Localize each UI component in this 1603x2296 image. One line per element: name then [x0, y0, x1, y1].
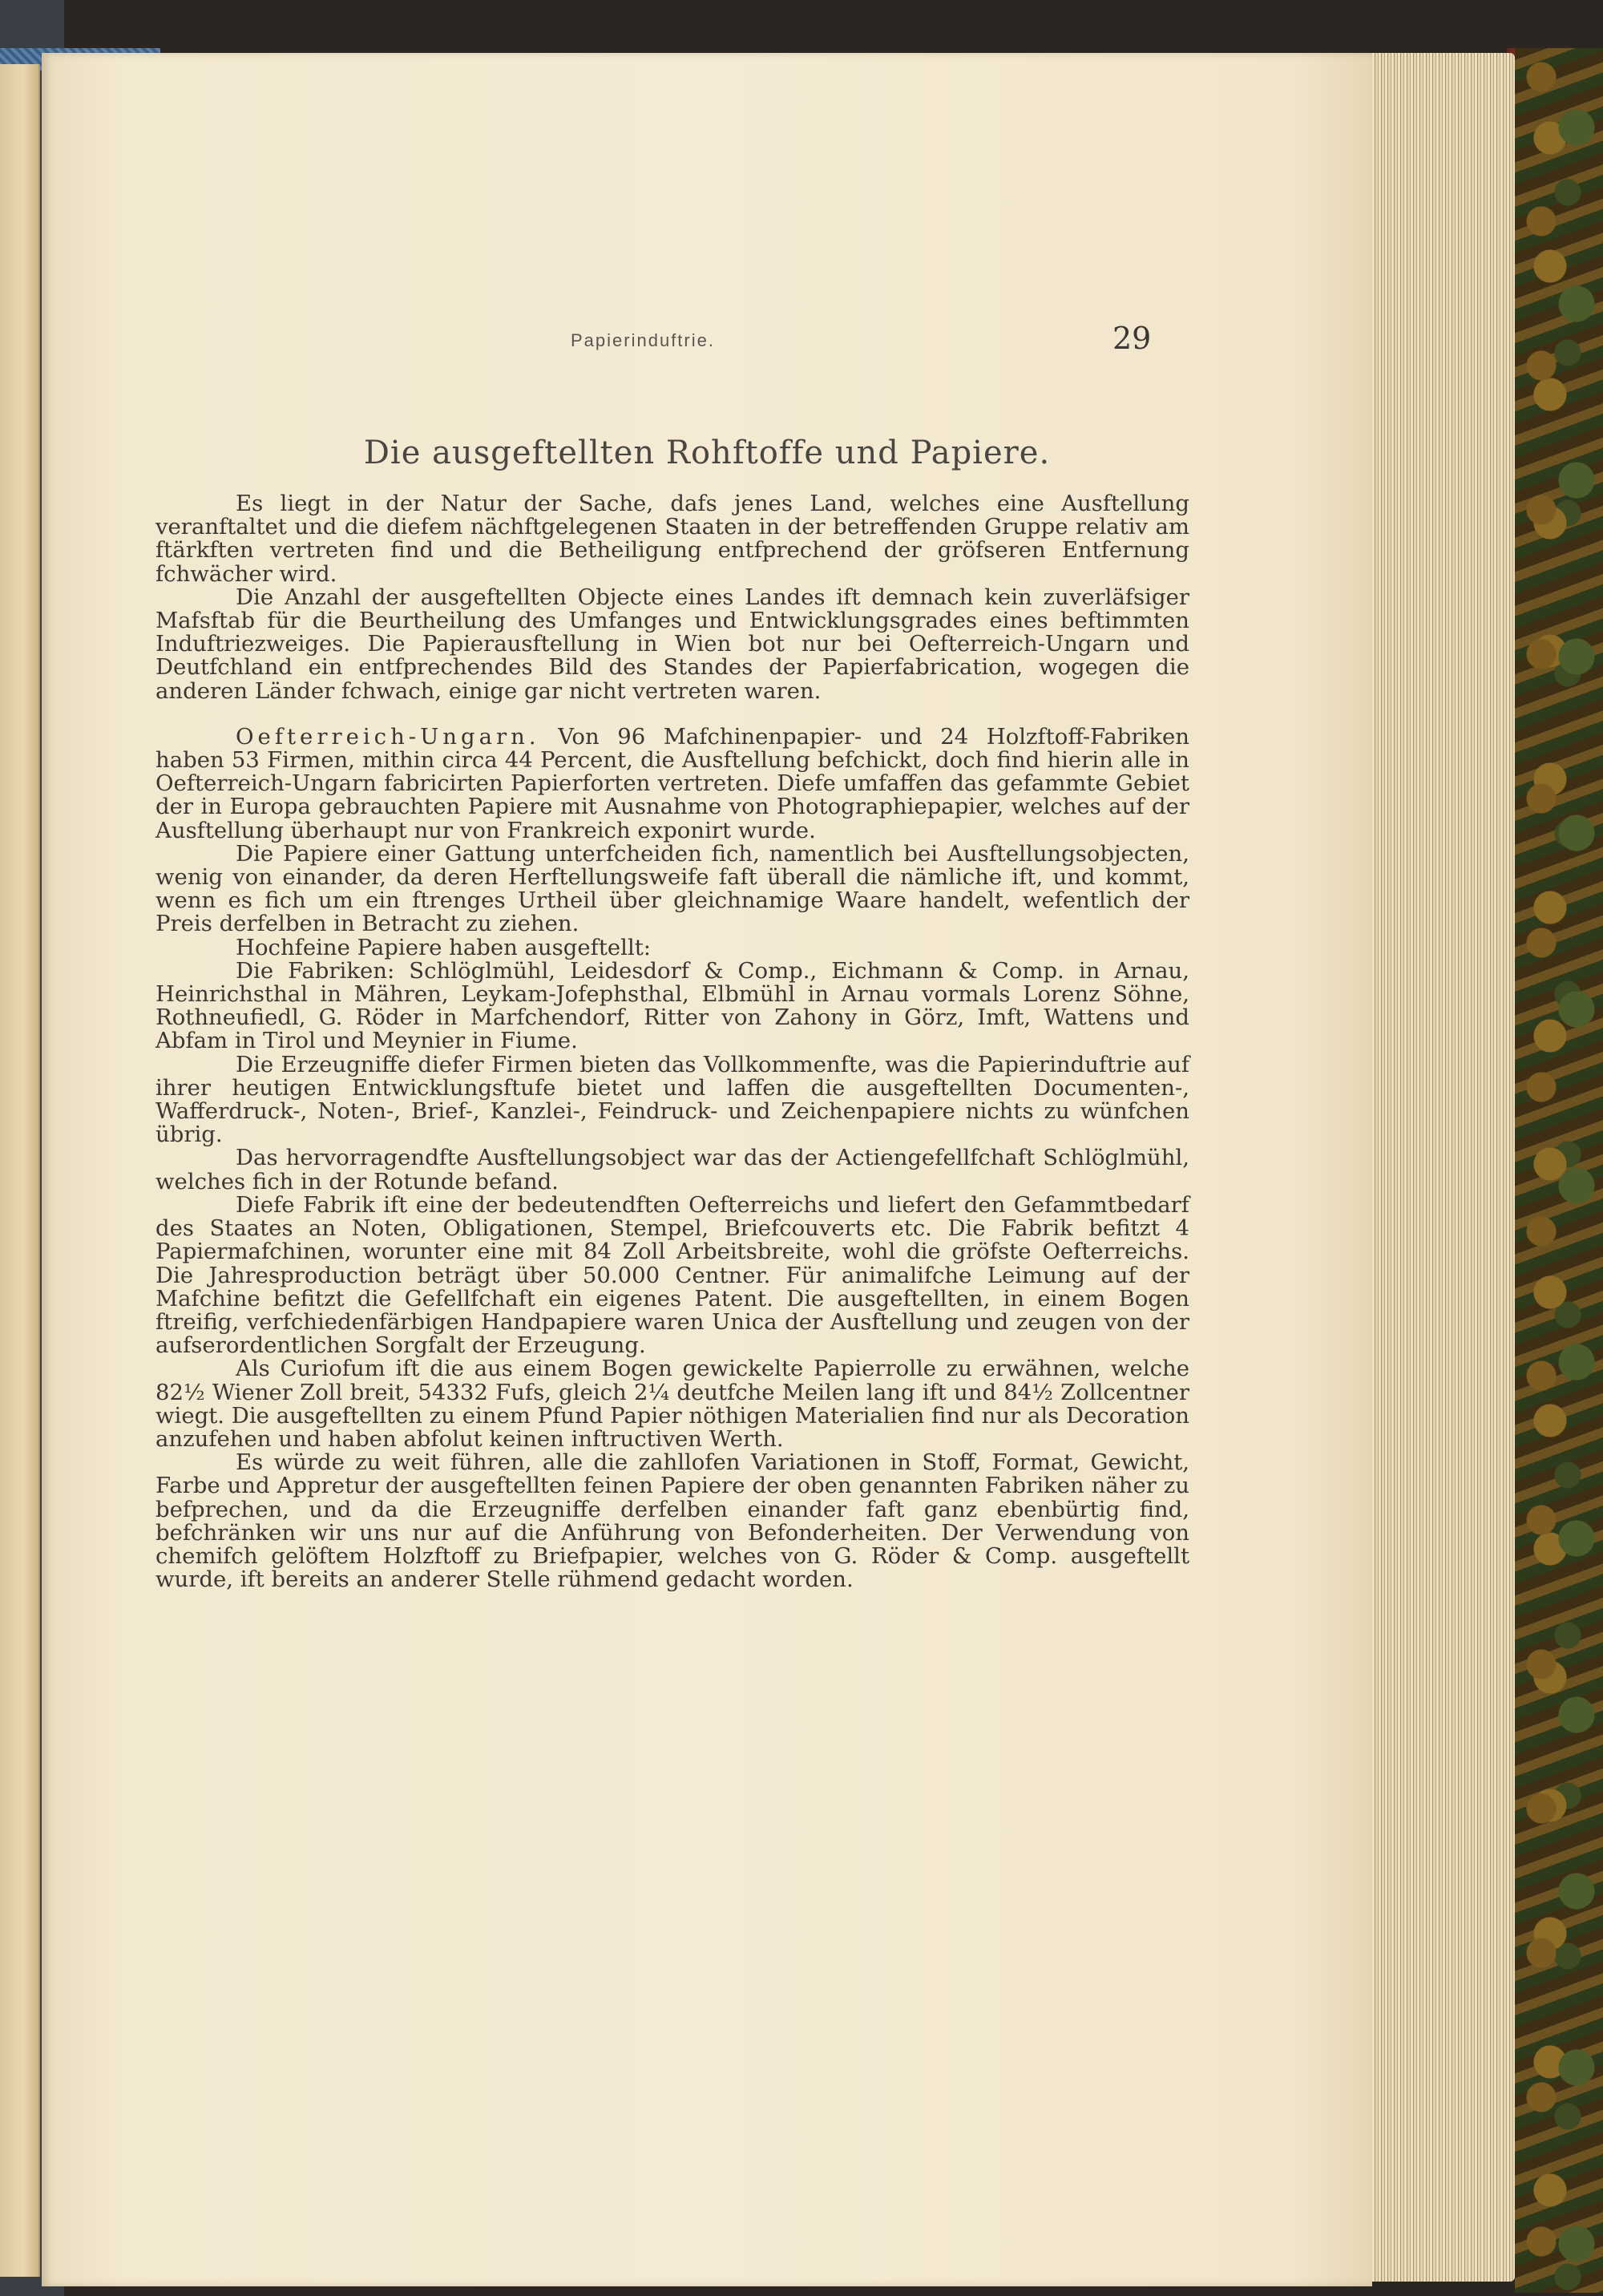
paragraph: Die Anzahl der ausgeftellten Objecte eines Landes ift demnach kein zuverläfsiger Mafsftab für die Beurtheilung des Umfanges und Entwicklungsgrades eines beftimmten Induftriezweiges. Die Papierausftellung in Wien bot nur bei Oefterreich-Ungarn und Deutfchland ein entfprechendes Bild des Standes der Papierfabrication, wogegen die anderen Länder fchwach, einige gar nicht vertreten waren.: [155, 584, 1189, 704]
paragraph-text: Von 96 Mafchinenpapier- und 24 Holzftoff-Fabriken haben 53 Firmen, mithin circa 44 Percent, die Ausftellung befchickt, doch find hierin alle in Oefterreich-Ungarn fabricirten Papierforten vertreten. Diefe umfaffen das gefammte Gebiet der in Europa gebrauchten Papiere mit Ausnahme von Photographiepapier, welches auf der Ausftellung überhaupt nur von Frankreich exponirt wurde.: [155, 723, 1189, 843]
previous-page-edge: [0, 64, 40, 2277]
paragraph: Als Curiofum ift die aus einem Bogen gewickelte Papierrolle zu erwähnen, welche 82½ Wiener Zoll breit, 54332 Fufs, gleich 2¼ deutfche Meilen lang ift und 84½ Zollcentner wiegt. Die ausgeftellten zu einem Pfund Papier nöthigen Materialien find nur als Decoration anzufehen und haben abfolut keinen inftructiven Werth.: [155, 1356, 1189, 1452]
paragraph: Diefe Fabrik ift eine der bedeutendften Oefterreichs und liefert den Gefammtbedarf des Staates an Noten, Obligationen, Stempel, Briefcouverts etc. Die Fabrik befitzt 4 Papiermafchinen, worunter eine mit 84 Zoll Arbeitsbreite, wohl die gröfste Oefterreichs. Die Jahresproduction beträgt über 50.000 Centner. Für animalifche Leimung auf der Mafchine befitzt die Gefellfchaft ein eigenes Patent. Die ausgeftellten, in einem Bogen ftreifig, verfchiedenfärbigen Handpapiere waren Unica der Ausftellung und zeugen von der aufserordentlichen Sorgfalt der Erzeugung.: [155, 1191, 1189, 1359]
page-header: [42, 321, 1372, 356]
page-stack-edges: [1363, 53, 1515, 2282]
paragraph: Die Erzeugniffe diefer Firmen bieten das Vollkommenfte, was die Papierinduftrie auf ihrer heutigen Entwicklungsftufe bietet und laffen die ausgeftellten Documenten-, Wafferdruck-, Noten-, Brief-, Kanzlei-, Feindruck- und Zeichenpapiere nichts zu wünfchen übrig.: [155, 1051, 1189, 1148]
book-page: [42, 53, 1372, 2286]
paragraph: Die Papiere einer Gattung unterfcheiden fich, namentlich bei Ausftellungsobjecten, wenig von einander, da deren Herftellungsweife faft überall die nämliche ift, und kommt, wenn es fich um ein ftrenges Urtheil über gleichnamige Waare handelt, wefentlich der Preis derfelben in Betracht zu ziehen.: [155, 840, 1189, 937]
paragraph: Es liegt in der Natur der Sache, dafs jenes Land, welches eine Ausftellung veranftaltet und die diefem nächftgelegenen Staaten in der betreffenden Gruppe relativ am ftärkften vertreten find und die Betheiligung entfprechend der gröfseren Entfernung fchwächer wird.: [155, 491, 1189, 587]
paragraph: Das hervorragendfte Ausftellungsobject war das der Actiengefellfchaft Schlöglmühl, welches fich in der Rotunde befand.: [155, 1145, 1189, 1194]
running-title: Papierinduftrie.: [571, 330, 715, 350]
body-text: [155, 492, 1189, 1591]
paragraph: Die Fabriken: Schlöglmühl, Leidesdorf & Comp., Eichmann & Comp. in Arnau, Heinrichsthal in Mähren, Leykam-Jofephsthal, Elbmühl in Arnau vormals Lorenz Söhne, Rothneufiedl, G. Röder in Marfchendorf, Ritter von Zahony in Görz, Imft, Wattens und Abfam in Tirol und Meynier in Fiume.: [155, 957, 1189, 1054]
page-number: 29: [1112, 321, 1152, 356]
paragraph: [155, 723, 1189, 843]
paragraph: Hochfeine Papiere haben ausgeftellt:: [236, 934, 652, 960]
marbled-cover: [1515, 48, 1603, 2293]
country-heading: Oefterreich-Ungarn.: [236, 723, 540, 750]
section-title: Die ausgeftellten Rohftoffe und Papiere.: [363, 435, 1051, 471]
paragraph: Es würde zu weit führen, alle die zahllofen Variationen in Stoff, Format, Gewicht, Farbe und Appretur der ausgeftellten feinen Papiere der oben genannten Fabriken näher zu befprechen, und da die Erzeugniffe derfelben einander faft ganz ebenbürtig find, befchränken wir uns nur auf die Anführung von Befonderheiten. Der Verwendung von chemifch gelöftem Holzftoff zu Briefpapier, welches von G. Röder & Comp. ausgeftellt wurde, ift bereits an anderer Stelle rühmend gedacht worden.: [155, 1449, 1189, 1593]
